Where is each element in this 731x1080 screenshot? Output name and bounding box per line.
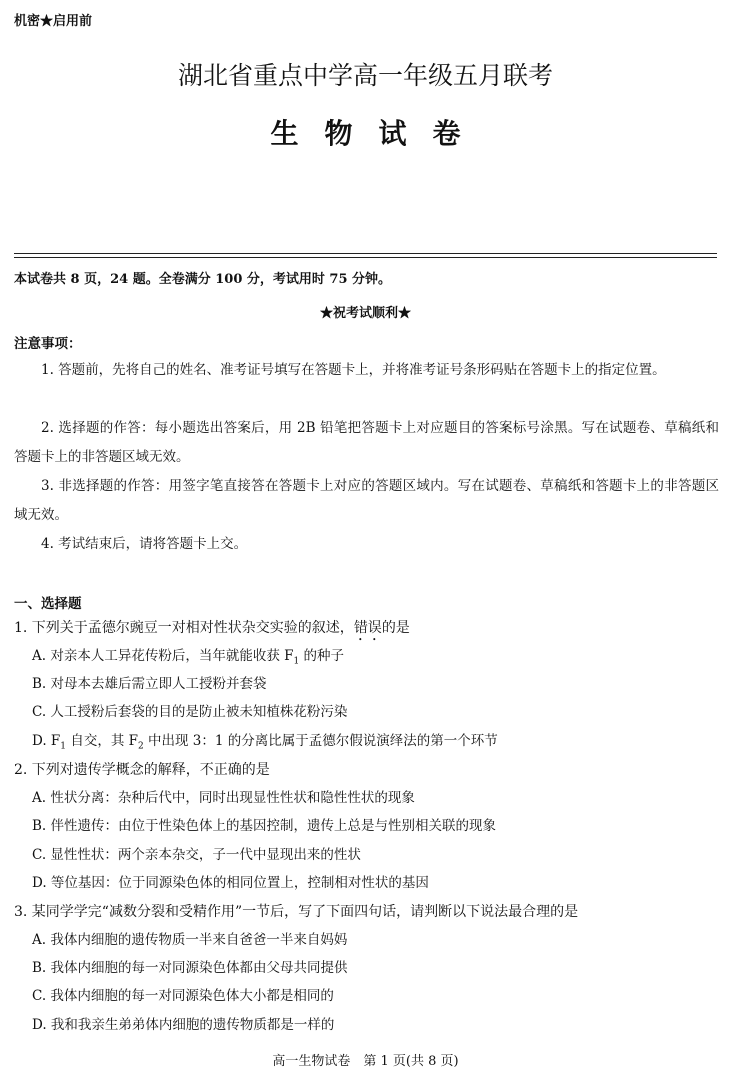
subject-title: 生物试卷 — [270, 117, 487, 150]
question-2-option-b: B. 伴性遗传：由位于性染色体上的基因控制，遗传上总是与性别相关联的现象 — [32, 818, 497, 834]
section-title: 一、选择题 — [14, 596, 82, 612]
option-subscript: 1 — [293, 656, 300, 667]
question-2-option-d: D. 等位基因：位于同源染色体的相同位置上，控制相对性状的基因 — [32, 875, 429, 891]
stem-text-end: 的是 — [381, 620, 410, 636]
question-3-option-b: B. 我体内细胞的每一对同源染色体都由父母共同提供 — [32, 960, 348, 976]
header-divider-top — [14, 253, 717, 254]
question-2-option-c: C. 显性性状：两个亲本杂交，子一代中显现出来的性状 — [32, 847, 361, 863]
notice-heading: 注意事项： — [14, 336, 82, 352]
option-text: D. F — [32, 733, 61, 749]
notice-item-2: 2. 选择题的作答：每小题选出答案后，用 2B 铅笔把答题卡上对应题目的答案标号涂黑。写在试题卷、草稿纸和答题卡上的非答题区域无效。 — [14, 420, 719, 465]
question-1-option-b: B. 对母本去雄后需立即人工授粉并套袋 — [32, 676, 267, 692]
question-1-option-c: C. 人工授粉后套袋的目的是防止被未知植株花粉污染 — [32, 704, 348, 720]
header-divider-bottom — [14, 257, 717, 258]
question-3-option-d: D. 我和我亲生弟弟体内细胞的遗传物质都是一样的 — [32, 1017, 335, 1033]
option-text: A. 对亲本人工异花传粉后，当年就能收获 F — [32, 648, 294, 664]
question-2-stem: 2. 下列对遗传学概念的解释，不正确的是 — [14, 762, 270, 778]
question-3-option-a: A. 我体内细胞的遗传物质一半来自爸爸一半来自妈妈 — [32, 932, 348, 948]
question-1-option-a — [32, 646, 344, 672]
option-subscript-2: 2 — [137, 741, 144, 752]
question-1-stem — [14, 618, 410, 644]
exam-title: 湖北省重点中学高一年级五月联考 — [177, 61, 553, 90]
exam-summary: 本试卷共 8 页，24 题。全卷满分 100 分，考试用时 75 分钟。 — [14, 272, 392, 287]
page-footer: 高一生物试卷 第 1 页(共 8 页) — [272, 1054, 459, 1069]
option-text-mid: 自交，其 F — [66, 733, 138, 749]
notice-item-1: 1. 答题前，先将自己的姓名、准考证号填写在答题卡上，并将准考证号条形码贴在答题卡上的指定位置。 — [41, 362, 666, 378]
option-text-end: 中出现 3：1 的分离比属于孟德尔假说演绎法的第一个环节 — [143, 733, 498, 749]
notice-item-4: 4. 考试结束后，请将答题卡上交。 — [41, 536, 248, 552]
confidential-mark: 机密★启用前 — [14, 14, 93, 29]
question-3-stem: 3. 某同学学完“减数分裂和受精作用”一节后，写了下面四句话，请判断以下说法最合理的是 — [14, 904, 579, 920]
option-text-end: 的种子 — [299, 648, 345, 664]
notice-item-3: 3. 非选择题的作答：用签字笔直接答在答题卡上对应的答题区域内。写在试题卷、草稿纸和答题卡上的非答题区域无效。 — [14, 478, 719, 523]
question-3-option-c: C. 我体内细胞的每一对同源染色体大小都是相同的 — [32, 988, 334, 1004]
question-1-option-d — [32, 731, 498, 757]
stem-emphasis: 错误 — [353, 620, 382, 636]
good-luck-line: ★祝考试顺利★ — [319, 306, 411, 321]
stem-text: 1. 下列关于孟德尔豌豆一对相对性状杂交实验的叙述， — [14, 620, 354, 636]
question-2-option-a: A. 性状分离：杂种后代中，同时出现显性性状和隐性性状的现象 — [32, 790, 415, 806]
option-subscript: 1 — [60, 741, 67, 752]
